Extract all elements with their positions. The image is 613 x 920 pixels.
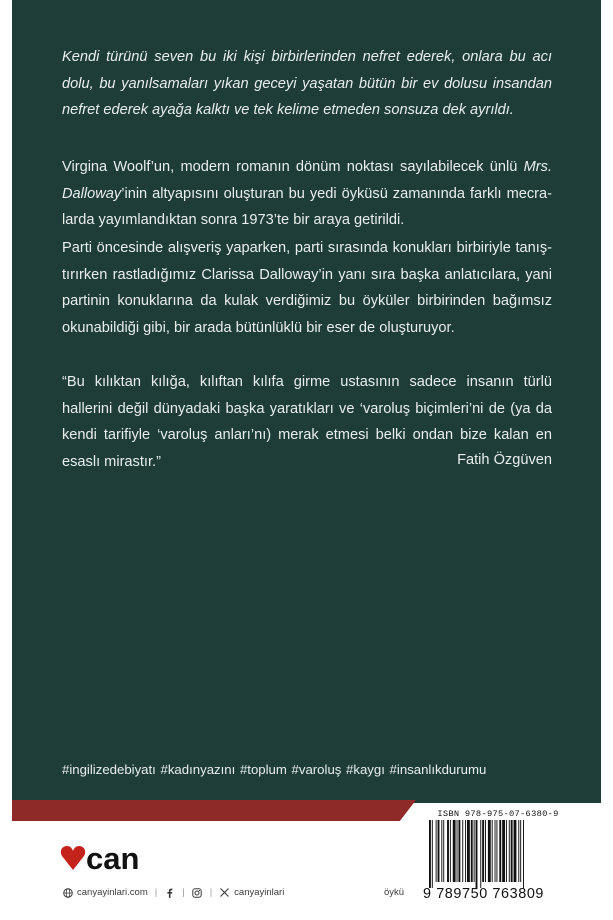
critic-name: Fatih Özgüven: [457, 452, 552, 468]
description-paragraph-1-end: ’inin altyapısını oluşturan bu yedi öyküsü zamanında farklı mecralarda yayımlandıktan sonra 1973’te bir araya getirildi.: [62, 185, 552, 228]
barcode-bar: [441, 820, 442, 882]
barcode-bar: [492, 820, 493, 882]
isbn-label: ISBN 978-975-07-6380-9: [437, 809, 559, 819]
x-twitter-icon[interactable]: [219, 887, 230, 898]
barcode-bar: [488, 820, 491, 882]
barcode-bar: [495, 820, 496, 882]
barcode-bar: [436, 820, 437, 882]
barcode-bar: [499, 820, 501, 882]
barcode-bar: [482, 820, 484, 882]
website-link[interactable]: canyayinlari.com: [77, 887, 148, 898]
book-title-mention: Mrs. Dalloway: [62, 159, 552, 202]
barcode-bar: [429, 820, 431, 888]
barcode-bar: [474, 820, 475, 882]
barcode-bar: [453, 820, 456, 882]
barcode-bar: [471, 820, 473, 882]
critic-quote: “Bu kılıktan kılığa, kılıftan kılıfa girme ustasının sadece insanın türlü hallerini değil dünyadaki başka yaratıkları ve ‘varoluş biçimleri’ni de (ya da kendi tarifiyle ‘varoluş anları’nı) merak etmesi belki ondan bize kalan en esaslı mirastır.”: [62, 374, 552, 470]
red-accent-strip: [12, 800, 416, 821]
publisher-footer: [62, 887, 284, 898]
divider: |: [154, 887, 158, 898]
barcode-bar: [520, 820, 521, 882]
barcode-bar: [432, 820, 433, 888]
facebook-icon[interactable]: [164, 887, 175, 898]
barcode-bar: [465, 820, 466, 882]
barcode-bar: [518, 820, 519, 882]
heart-icon: [61, 846, 85, 870]
barcode-bar: [496, 820, 497, 882]
globe-icon: [62, 887, 73, 898]
barcode-bar: [511, 820, 513, 882]
barcode-bar: [458, 820, 460, 882]
isbn-digits: 9 789750 763809: [423, 886, 545, 902]
hashtag-list: #ingilizedebiyatı #kadınyazını #toplum #varoluş #kaygı #insanlıkdurumu: [62, 762, 487, 777]
barcode-bar: [506, 820, 507, 882]
instagram-icon[interactable]: [192, 887, 203, 898]
isbn-barcode: [426, 820, 556, 892]
description-paragraph-1: [62, 154, 552, 234]
barcode-bar: [502, 820, 505, 882]
barcode-bar: [476, 820, 478, 888]
barcode-bar: [509, 820, 510, 882]
description-paragraph-1-start: Virgina Woolf’un, modern romanın dönüm noktası sayılabilecek ünlü: [62, 159, 524, 175]
barcode-bar: [485, 820, 486, 882]
barcode-bar: [443, 820, 444, 882]
barcode-bar: [480, 820, 481, 888]
barcode-bar: [462, 820, 463, 882]
description-paragraph-2: Parti öncesinde alışveriş yaparken, parti sırasında konukları birbiriyle tanıştırırken rastladığımız Clarissa Dalloway’in yanı sıra başka anlatıcılara, yani partinin konuklarına da kulak verdiğimiz bu öyküler birbirinden bağımsız okunabildiği gibi, bir arada bütünlüklü bir eser de oluşturuyor.: [62, 240, 552, 336]
barcode-bar: [457, 820, 458, 882]
divider: |: [182, 887, 185, 898]
divider: |: [209, 887, 213, 898]
barcode-bar: [450, 820, 451, 882]
barcode-bar: [523, 820, 524, 888]
barcode-bar: [467, 820, 470, 882]
opening-quote: Kendi türünü seven bu iki kişi birbirlerinden nefret ederek, onlara bu acı dolu, bu yanılsamaları yıkan geceyi yaşatan bütün bir ev dolusu insandan nefret ederek ayağa kalktı ve tek kelime etmeden sonsuza dek ayrıldı.: [62, 49, 552, 118]
can-publisher-logo: [60, 843, 160, 873]
genre-label: öykü: [384, 887, 405, 898]
barcode-bar: [438, 820, 440, 882]
logo-wordmark: can: [86, 843, 140, 873]
barcode-bar: [514, 820, 517, 882]
barcode-bar: [447, 820, 449, 882]
social-handle[interactable]: canyayinlari: [234, 887, 285, 898]
